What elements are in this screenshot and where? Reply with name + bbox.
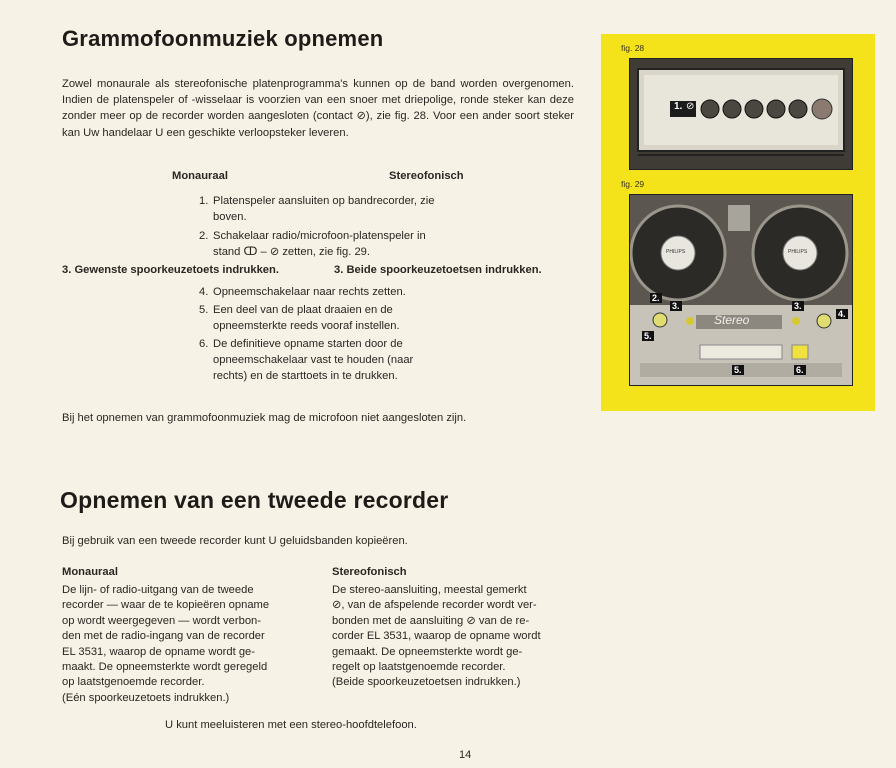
step3-monaural: 3. Gewenste spoorkeuzetoets indrukken. — [62, 264, 279, 276]
fig29-callout-4: 4. — [838, 309, 846, 319]
mono-heading: Monauraal — [62, 566, 118, 578]
step-number: 4. — [199, 286, 209, 298]
step3-stereo: 3. Beide spoorkeuzetoetsen indrukken. — [334, 264, 542, 276]
figure-panel — [601, 34, 875, 411]
fig28-label: fig. 28 — [621, 43, 645, 53]
fig28-callout-symbol: ⊘ — [686, 101, 695, 112]
rear-panel-drawing — [630, 59, 852, 169]
step-text: Opneemschakelaar naar rechts zetten. — [213, 286, 406, 298]
fig29-callout-5-left: 5. — [644, 331, 652, 341]
stereo-heading: Stereofonisch — [332, 566, 407, 578]
step-text: Een deel van de plaat draaien en de opneemsterkte reeds vooraf instellen. — [213, 304, 400, 333]
fig29-callout-6: 6. — [796, 365, 804, 375]
fig29-callout-2: 2. — [652, 293, 660, 303]
fig29-label: fig. 29 — [621, 179, 645, 189]
fig29-recorder-top-view — [629, 194, 853, 386]
step-number: 1. — [199, 195, 209, 207]
right-reel-brand: PHILIPS — [788, 249, 808, 255]
mono-paragraph: De lijn- of radio-uitgang van de tweede recorder — waar de te kopieëren opname op wordt weergegeven — wordt verbon- den met de radio-ingang van de recorder EL 3531, waarop de opname wordt ge- maakt. De opneemsterkte wordt geregeld op laatstgenoemde recorder. (Eén spoorkeuzetoets indrukken.) — [62, 584, 270, 704]
step-number: 5. — [199, 304, 209, 316]
step-item — [199, 284, 435, 300]
step-item — [199, 228, 435, 260]
fig29-stereo-label: Stereo — [714, 313, 750, 327]
stereo-paragraph: De stereo-aansluiting, meestal gemerkt ⊘, van de afspelende recorder wordt ver- bonden met de aansluiting ⊘ van de re- corder EL 3531, waarop de opname wordt gemaakt. De opneemsterkte wordt ge- regelt op laatstgenoemde recorder. (Beide spoorkeuzetoetsen indrukken.) — [332, 584, 541, 689]
left-reel-brand: PHILIPS — [666, 249, 686, 255]
page-number: 14 — [459, 749, 472, 761]
fig28-callout-1: 1. — [674, 101, 683, 112]
step-number: 6. — [199, 338, 209, 350]
heading-stereo: Stereofonisch — [389, 170, 464, 182]
fig29-callout-5-bottom: 5. — [734, 365, 742, 375]
step-text: De definitieve opname starten door de opneemschakelaar vast te houden (naar rechts) en de starttoets in te drukken. — [213, 338, 414, 383]
section2-intro: Bij gebruik van een tweede recorder kunt U geluidsbanden kopieëren. — [62, 535, 408, 547]
fig29-callout-3-left: 3. — [672, 301, 680, 311]
fig29-callout-3-right: 3. — [794, 301, 802, 311]
step-item — [199, 302, 435, 334]
headphone-note: U kunt meeluisteren met een stereo-hoofdtelefoon. — [165, 719, 417, 731]
section-title-gramophone: Grammofoonmuziek opnemen — [62, 26, 384, 51]
step-number: 2. — [199, 230, 209, 242]
note-microphone: Bij het opnemen van grammofoonmuziek mag de microfoon niet aangesloten zijn. — [62, 412, 467, 424]
step-item — [199, 336, 435, 385]
step-item — [199, 193, 435, 225]
section-title-second-recorder: Opnemen van een tweede recorder — [60, 487, 449, 513]
fig28-recorder-rear-panel — [629, 58, 853, 170]
step-text: Schakelaar radio/microfoon-platenspeler in stand ↀ – ⊘ zetten, zie fig. 29. — [213, 230, 426, 259]
recorder-drawing — [630, 195, 852, 385]
intro-paragraph: Zowel monaurale als stereofonische platenprogramma's kunnen op de band worden overgenomen. Indien de platenspeler of -wisselaar is voorzien van een snoer met driepolige, ronde steker kan deze zonder meer op de recorder worden aangesloten (contact ⊘), zie fig. 28. Voor een ander soort steker kan Uw handelaar U een geschikte verloopsteker leveren. — [62, 78, 574, 139]
heading-monaural: Monauraal — [172, 170, 228, 182]
step-text: Platenspeler aansluiten op bandrecorder, zie boven. — [213, 195, 435, 224]
